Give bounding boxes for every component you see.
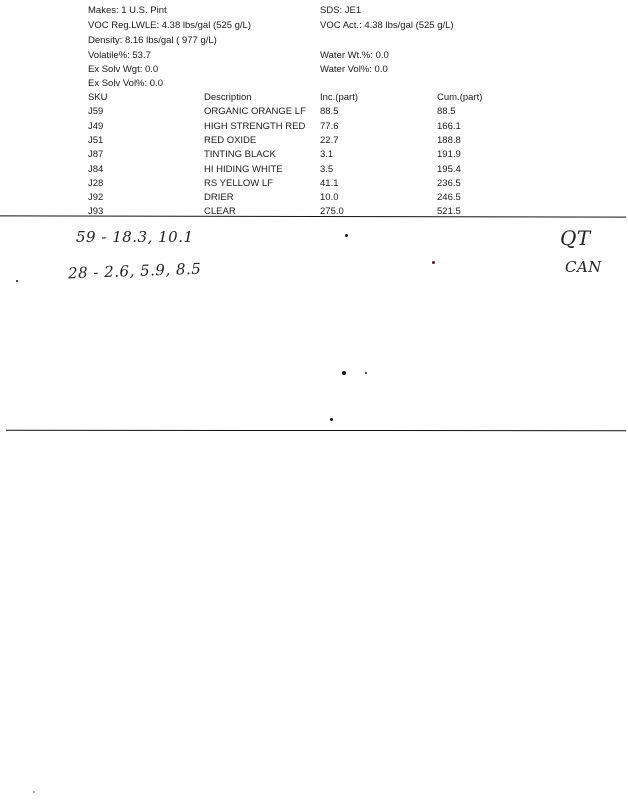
inc-cell: 3.1 [320, 149, 334, 160]
voc-act-label: VOC Act.: 4.38 lbs/gal (525 g/L) [320, 20, 454, 31]
column-header-inc: Inc.(part) [320, 92, 359, 103]
inc-cell: 10.0 [320, 192, 339, 203]
sku-cell: J87 [88, 149, 104, 160]
inc-cell: 77.6 [320, 121, 339, 132]
sku-cell: J93 [88, 206, 104, 217]
cum-cell: 88.5 [437, 106, 456, 117]
inc-cell: 275.0 [320, 206, 344, 217]
cum-cell: 236.5 [437, 178, 461, 189]
handwritten-note-qt: QT [560, 226, 591, 250]
description-cell: HIGH STRENGTH RED [204, 121, 306, 132]
scan-speck [33, 791, 35, 793]
description-cell: DRIER [204, 192, 234, 203]
inc-cell: 22.7 [320, 135, 339, 146]
inc-cell: 3.5 [320, 164, 334, 175]
sku-cell: J84 [88, 164, 104, 175]
inc-cell: 88.5 [320, 106, 339, 117]
scan-speck [365, 372, 367, 374]
water-wt-label: Water Wt.%: 0.0 [320, 50, 389, 61]
cum-cell: 246.5 [437, 192, 461, 203]
ex-solv-vol-label: Ex Solv Vol%: 0.0 [88, 78, 163, 89]
column-header-sku: SKU [88, 92, 108, 103]
volatile-label: Volatile%: 53.7 [88, 50, 151, 61]
density-label: Density: 8.16 lbs/gal ( 977 g/L) [88, 35, 217, 46]
cum-cell: 195.4 [437, 164, 461, 175]
description-cell: CLEAR [204, 206, 236, 217]
sku-cell: J51 [88, 135, 104, 146]
handwritten-line-1: 59 - 18.3, 10.1 [76, 228, 194, 246]
description-cell: RS YELLOW LF [204, 178, 273, 189]
description-cell: RED OXIDE [204, 135, 257, 146]
description-cell: HI HIDING WHITE [204, 164, 283, 175]
description-cell: ORGANIC ORANGE LF [204, 106, 306, 117]
sku-cell: J49 [88, 121, 104, 132]
scan-speck [330, 418, 333, 421]
makes-label: Makes: 1 U.S. Pint [88, 5, 167, 16]
sku-cell: J59 [88, 106, 104, 117]
bottom-divider [6, 430, 626, 432]
column-header-cum: Cum.(part) [437, 92, 483, 103]
scan-speck [345, 234, 348, 237]
sku-cell: J28 [88, 178, 104, 189]
sds-label: SDS: JE1 [320, 5, 362, 16]
column-header-description: Description [204, 92, 252, 103]
handwritten-line-2: 28 - 2.6, 5.9, 8.5 [67, 259, 202, 283]
inc-cell: 41.1 [320, 178, 339, 189]
description-cell: TINTING BLACK [204, 149, 276, 160]
scan-speck [342, 371, 346, 375]
cum-cell: 166.1 [437, 121, 461, 132]
scan-speck [432, 261, 435, 264]
water-vol-label: Water Vol%: 0.0 [320, 64, 388, 75]
ex-solv-wgt-label: Ex Solv Wgt: 0.0 [88, 64, 159, 75]
scan-speck [16, 280, 18, 282]
cum-cell: 188.8 [437, 135, 461, 146]
cum-cell: 521.5 [437, 206, 461, 217]
voc-reg-label: VOC Reg.LWLE: 4.38 lbs/gal (525 g/L) [88, 20, 251, 31]
cum-cell: 191.9 [437, 149, 461, 160]
sku-cell: J92 [88, 192, 104, 203]
handwritten-note-can: CAN [565, 258, 602, 276]
